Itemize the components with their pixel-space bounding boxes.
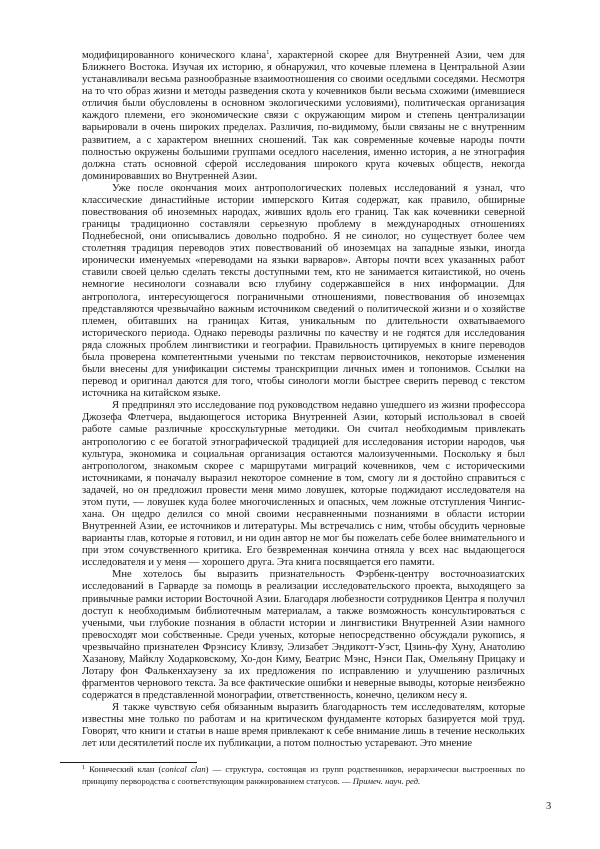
page-number: 3: [546, 801, 552, 812]
body-text: [82, 50, 525, 751]
footnote-attribution: Примеч. науч. ред.: [352, 775, 421, 786]
paragraph-4: Мне хотелось бы выразить признательность Фэрбенк-центру восточноазиатских исследований в Гарварде за помощь в реализации исследовательского проекта, выходящего за привычные рамки истории Восточной Азии. Благодаря любезности сотрудников Центра я получил доступ к необходимым библиотечным материалам, а также возможность консультироваться с учеными, чьи глубокие познания в области истории и лингвистики Внутренней Азии намного превосходят мои собственные. Среди ученых, которые непосредственно обсуждали рукопись, я чрезвычайно признателен Фрэнсису Кливзу, Элизабет Эндикотт-Уэст, Цзинь-фу Хуну, Анатолию Хазанову, Майклу Ходарковскому, Хо-дон Киму, Беатрис Мэнс, Нэнси Пак, Омельяну Прицаку и Лотару фон Фалькенхаузену за их предложения по исправлению и улучшению различных фрагментов чернового текста. За все фактические ошибки и неверные выводы, которые неизбежно содержатся в представленной монографии, ответственность, конечно, целиком несу я.: [82, 569, 525, 702]
paragraph-5: Я также чувствую себя обязанным выразить благодарность тем исследователям, которые известны мне только по работам и на критическом фундаменте которых базируется мой труд. Говорят, что книги и статьи в наше время привлекают к себе внимание лишь в течение нескольких лет или десятилетий после их публикации, а потом полностью устаревают. Это мнение: [82, 702, 525, 750]
paragraph-1-text-end: , характерной скорее для Внутренней Азии, чем для Ближнего Востока. Изучая их историю, я обнаружил, что кочевые племена в Центральной Азии устанавливали весьма разнообразные взаимоотношения со своими оседлыми соседями. Несмотря на то что образ жизни и методы разведения скота у кочевников были весьма схожими (имевшиеся отличия были обусловлены в основном экологическими условиями), политическая организация каждого племени, его экономические связи с окружающим миром и степень централизации варьировали в очень широких пределах. Различия, по-видимому, были связаны не с внутренним развитием, а с характером внешних сношений. Так как современные кочевые народы почти полностью окружены большими группами оседлого населения, именно история, а не этнография должна стать основной сферой исследования широкого круга кочевых обществ, некогда доминировавших во Внутренней Азии.: [82, 50, 525, 182]
footnote-number: 1: [82, 765, 85, 771]
paragraph-1-text-start: модифицированного конического клана: [82, 50, 267, 61]
paragraph-2: Уже после окончания моих антропологических полевых исследований я узнал, что классические династийные истории имперского Китая содержат, как правило, обширные повествования об иноземных народах, живших вдоль его границ. Так как кочевники северной границы традиционно составляли серьезную проблему в международных отношениях Поднебесной, они описывались довольно подробно. Я не синолог, но существует более чем столетняя традиция переводов этих повествований об иноземцах на западные языки, иногда иронически именуемых «переводами на языки варваров». Авторы почти всех указанных работ ставили своей целью сделать тексты доступными тем, кто не занимается китаистикой, но очень немногие несинологи сознавали всю глубину содержавшейся в них информации. Для антрополога, интересующегося пограничными отношениями, повествования об иноземцах представляются чрезвычайно важным источником сведений о политической жизни и о хозяйстве племен, обитавших на границах Китая, уникальным по длительности охватываемого исторического периода. Однако переводы различны по качеству и не годятся для исследования ряда сложных проблем лингвистики и географии. Правильность цитируемых в книге переводов была проверена компетентными учеными по текстам первоисточников, некоторые изменения были внесены для унификации системы транскрипции личных имен и топонимов. Ссылки на перевод и оригинал даются для того, чтобы синологи могли быстрее сверить перевод с текстом источника на китайском языке.: [82, 182, 525, 400]
paragraph-3: Я предпринял это исследование под руководством недавно ушедшего из жизни профессора Джозефа Флетчера, выдающегося историка Внутренней Азии, который использовал в своей работе самые различные кросскультурные методики. Он считал необходимым привлекать антропологию с ее богатой этнографической традицией для исследования истории народов, чья культура, экономика и социальная организация остаются малоизученными. Поскольку я был антропологом, знакомым скорее с маршрутами миграций кочевников, чем с историческими источниками, я поначалу выразил некоторое сомнение в том, смогу ли я достойно справиться с задачей, но он предложил провести меня мимо ловушек, которые поджидают исследователя на этом пути, — ловушек куда более многочисленных и опасных, чем ложные отступления Чингис-хана. Он щедро делился со мной своими несравненными познаниями в области истории Внутренней Азии, ее источников и литературы. Мы встречались с ним, чтобы обсудить черновые варианты глав, которые я готовил, и ни один автор не мог бы пожелать себе более внимательного и при этом сочувственного критика. Его безвременная кончина отняла у всех нас выдающегося исследователя и у меня — хорошего друга. Эта книга посвящается его памяти.: [82, 400, 525, 569]
footnote-1: [82, 764, 525, 787]
footnote-text-start: Конический клан (: [85, 764, 162, 774]
footnote-separator: [60, 762, 197, 763]
footnotes: [82, 764, 525, 787]
footnote-text-middle: ) — структура, состоящая из групп родственников, иерархически выстроенных по принципу первородства с соответствующим ранжированием статусов. —: [82, 764, 525, 786]
footnote-reference-1[interactable]: 1: [266, 49, 270, 56]
paragraph-1: [82, 50, 525, 183]
footnote-italic-term: conical clan: [161, 764, 206, 774]
